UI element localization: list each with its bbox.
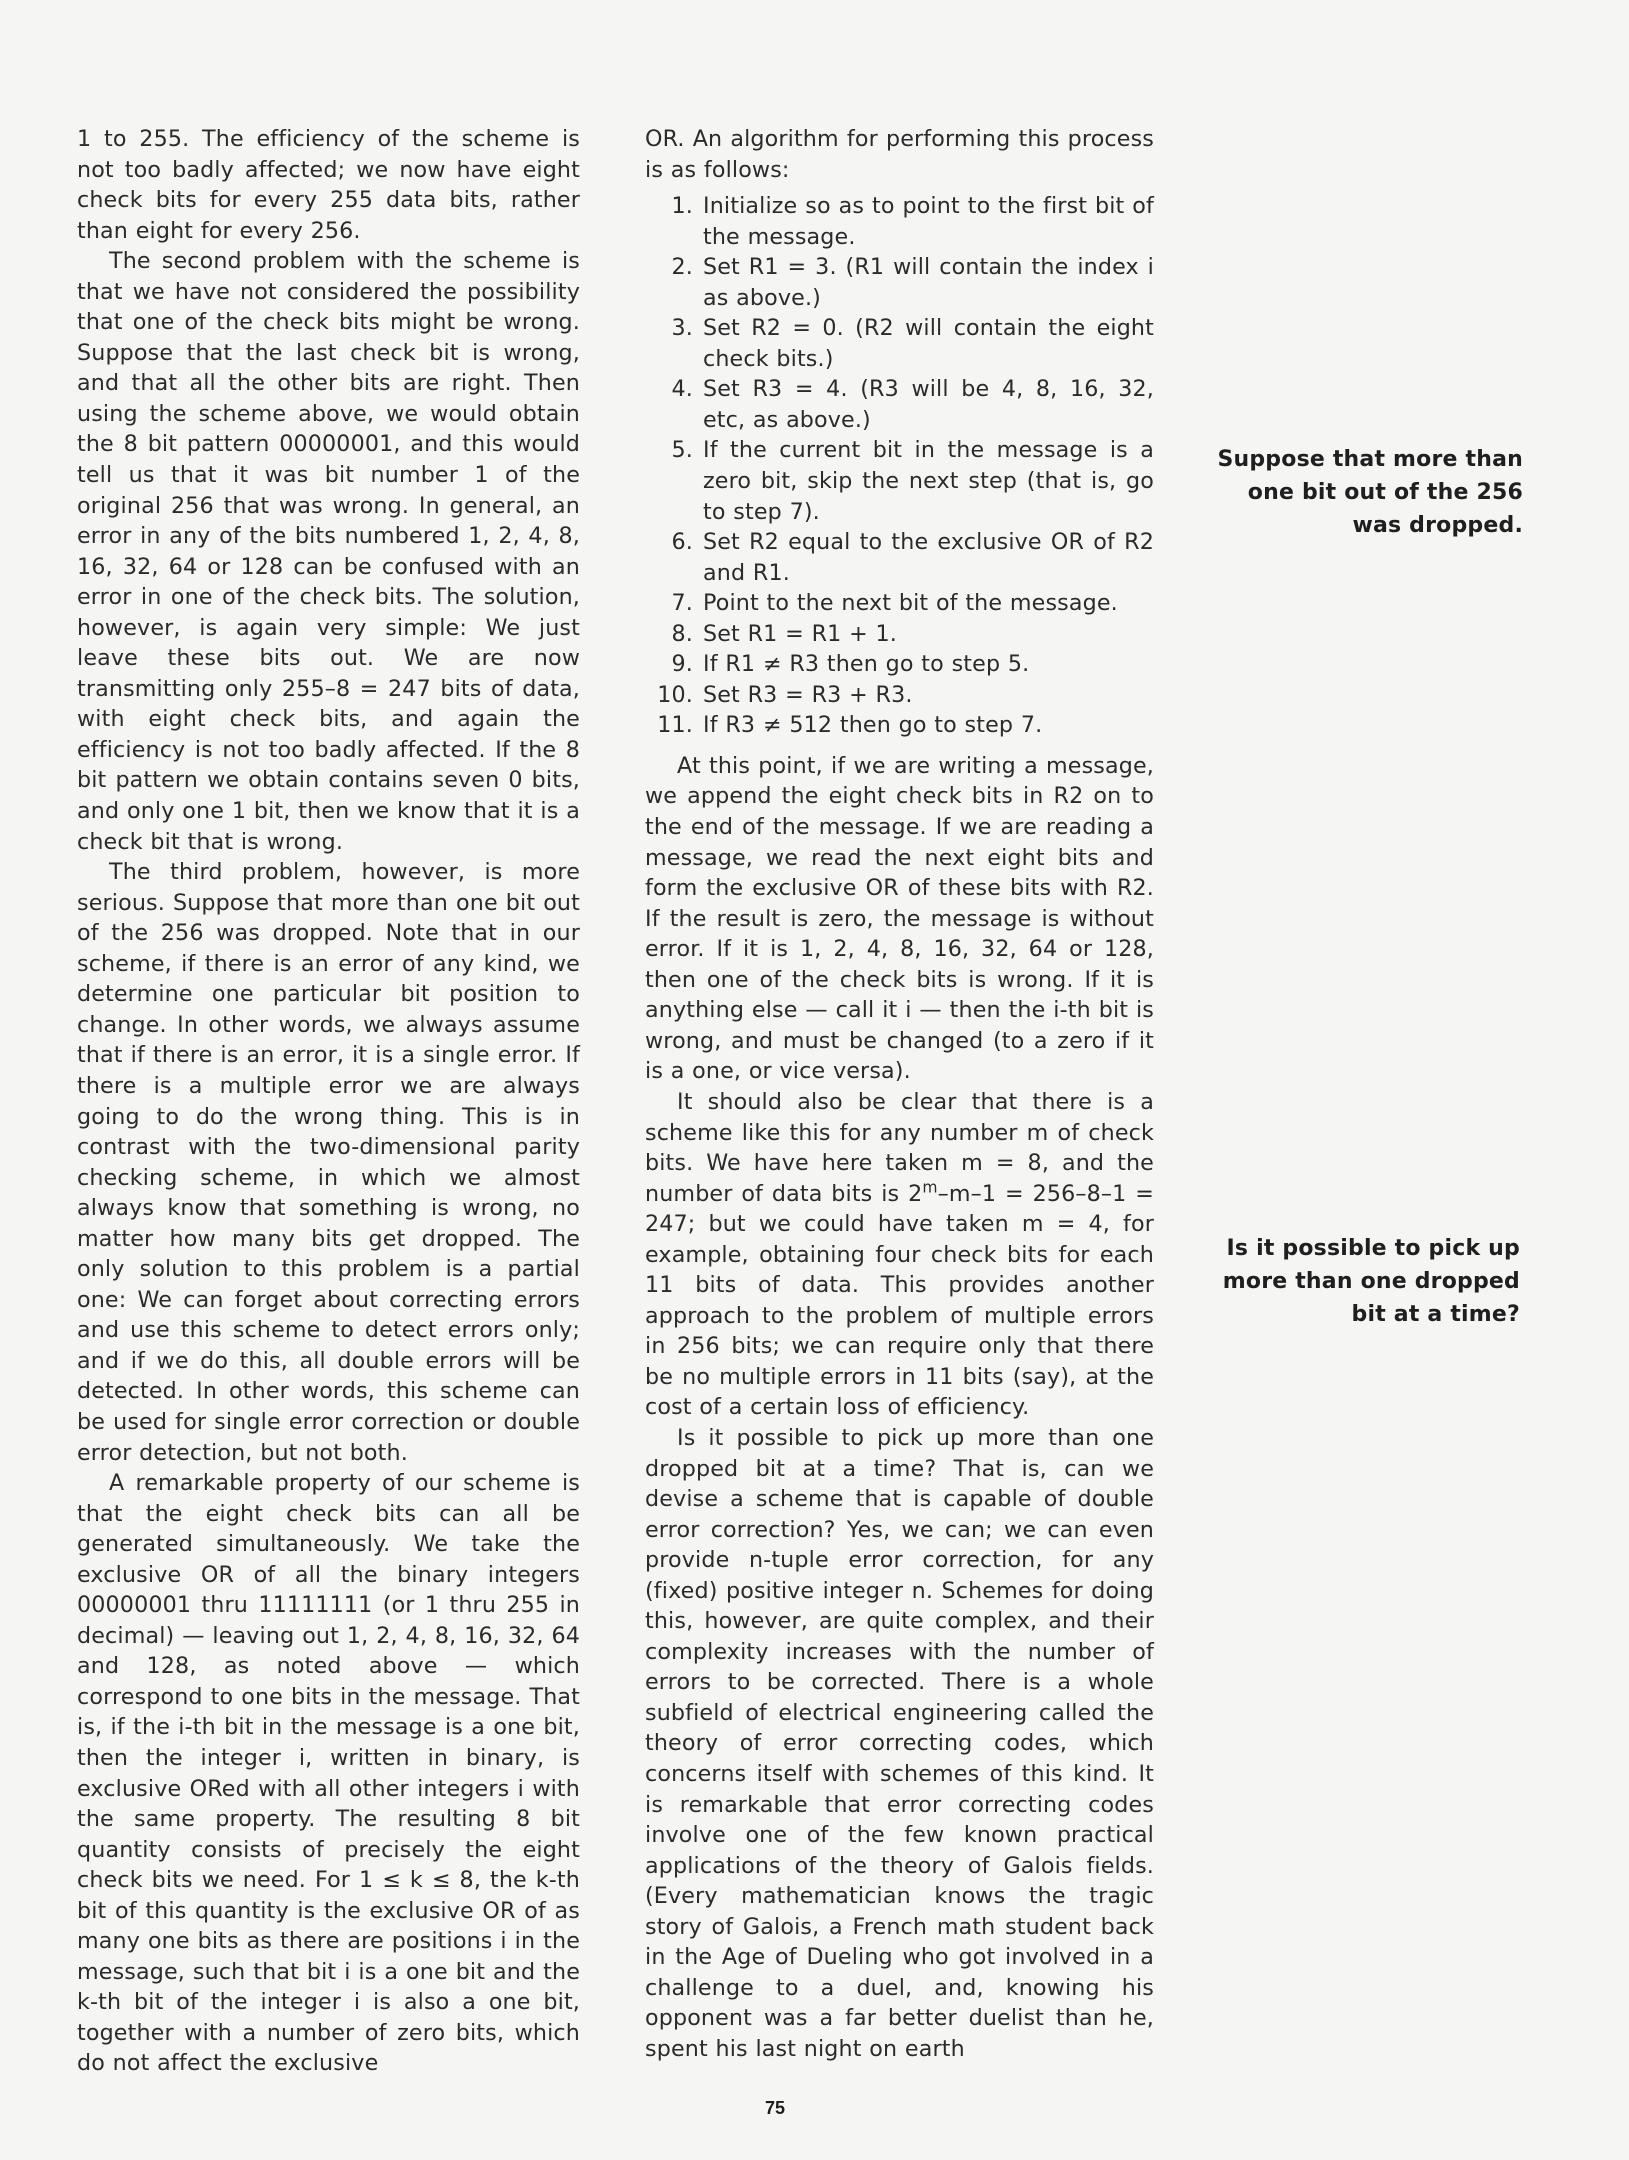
paragraph-remarkable-property: A remarkable property of our scheme is that the eight check bits can all be generated simultaneously. We take the exclusive OR of all the binary integers 00000001 thru 11111111 (or 1 thru 255 in decimal) — leaving out 1, 2, 4, 8, 16, 32, 64 and 128, as noted above — which correspond to one bits in the message. That is, if the i-th bit in the message is a one bit, then the integer i, written in binary, is exclusive ORed with all other integers i with the same property. The resulting 8 bit quantity consists of precisely the eight check bits we need. For 1 ≤ k ≤ 8, the k-th bit of this quantity is the exclusive OR of as many one bits as there are positions i in the message, such that bit i is a one bit and the k-th bit of the integer i is also a one bit, together with a number of zero bits, which do not affect the exclusive: [77, 1470, 580, 2077]
step-number: 3.: [671, 315, 693, 342]
step-text: Point to the next bit of the message.: [703, 590, 1118, 617]
step-number: 2.: [671, 254, 693, 281]
paragraph-multiple-dropped-bits: Is it possible to pick up more than one dropped bit at a time? That is, can we devise a scheme that is capable of double error correction? Yes, we can; we can even provide n-tuple error correction, for any (fixed) positive integer n. Schemes for doing this, however, are quite complex, and their complexity increases with the number of errors to be corrected. There is a whole subfield of electrical engineering called the theory of error correcting codes, which concerns itself with schemes of this kind. It is remarkable that error correcting codes involve one of the few known practical applications of the theory of Galois fields. (Every mathematician knows the tragic story of Galois, a French math student back in the Age of Dueling who got involved in a challenge to a duel, and, knowing his opponent was a far better duelist than he, spent his last night on earth: [645, 1424, 1154, 2062]
step-text: Set R2 = 0. (R2 will contain the eight check bits.): [703, 315, 1154, 372]
margin-note-multiple-dropped: Suppose that more than one bit out of the 256 was dropped.: [1217, 447, 1523, 538]
paragraph-any-number-m: [645, 1087, 1154, 1423]
step-number: 7.: [671, 590, 693, 617]
algorithm-step: [645, 374, 1154, 435]
step-text: Set R1 = R1 + 1.: [703, 620, 898, 647]
left-text-column: [77, 124, 580, 2079]
algorithm-step: [645, 435, 1154, 527]
paragraph-at-this-point: At this point, if we are writing a message, we append the eight check bits in R2 on to the end of the message. If we are reading a message, we read the next eight bits and form the exclusive OR of these bits with R2. If the result is zero, the message is without error. If it is 1, 2, 4, 8, 16, 32, 64 or 128, then one of the check bits is wrong. If it is anything else — call it i — then the i-th bit is wrong, and must be changed (to a zero if it is a one, or vice versa).: [645, 752, 1154, 1085]
step-number: 6.: [671, 529, 693, 556]
step-text: Set R3 = 4. (R3 will be 4, 8, 16, 32, etc, as above.): [703, 376, 1154, 433]
step-number: 1.: [671, 193, 693, 220]
step-text: If R3 ≠ 512 then go to step 7.: [703, 712, 1043, 739]
step-number: 4.: [671, 376, 693, 403]
step-text: Set R3 = R3 + R3.: [703, 681, 913, 708]
step-text: Set R1 = 3. (R1 will contain the index i as above.): [703, 254, 1154, 311]
step-number: 8.: [671, 620, 693, 647]
algorithm-step: [645, 191, 1154, 252]
algorithm-intro: OR. An algorithm for performing this process is as follows:: [645, 126, 1154, 183]
algorithm-step: [645, 710, 1154, 741]
step-number: 9.: [671, 651, 693, 678]
step-text: Initialize so as to point to the first bit of the message.: [703, 193, 1154, 250]
algorithm-step: [645, 313, 1154, 374]
formula-superscript: m: [922, 1178, 938, 1197]
step-text: Set R2 equal to the exclusive OR of R2 and R1.: [703, 529, 1154, 586]
page-number: 75: [765, 2098, 786, 2118]
algorithm-step: [645, 680, 1154, 711]
step-number: 11.: [657, 712, 693, 739]
algorithm-step: [645, 588, 1154, 619]
step-text: If R1 ≠ R3 then go to step 5.: [703, 651, 1030, 678]
algorithm-steps-list: [645, 191, 1154, 741]
formula-text-after: –m–1 = 256–8–1 = 247; but we could have taken m = 4, for example, obtaining four check bits for each 11 bits of data. This provides another approach to the problem of multiple errors in 256 bits; we can require only that there be no multiple errors in 11 bits (say), at the cost of a certain loss of efficiency.: [645, 1180, 1154, 1421]
paragraph-second-problem: The second problem with the scheme is that we have not considered the possibility that one of the check bits might be wrong. Suppose that the last check bit is wrong, and that all the other bits are right. Then using the scheme above, we would obtain the 8 bit pattern 00000001, and this would tell us that it was bit number 1 of the original 256 that was wrong. In general, an error in any of the bits numbered 1, 2, 4, 8, 16, 32, 64 or 128 can be confused with an error in one of the check bits. The solution, however, is again very simple: We just leave these bits out. We are now transmitting only 255–8 = 247 bits of data, with eight check bits, and again the efficiency is not too badly affected. If the 8 bit pattern we obtain contains seven 0 bits, and only one 1 bit, then we know that it is a check bit that is wrong.: [77, 248, 580, 855]
middle-text-column: [645, 124, 1154, 2064]
step-number: 5.: [671, 437, 693, 464]
step-text: If the current bit in the message is a zero bit, skip the next step (that is, go to step 7).: [703, 437, 1154, 525]
algorithm-step: [645, 649, 1154, 680]
paragraph-third-problem: The third problem, however, is more serious. Suppose that more than one bit out of the 256 was dropped. Note that in our scheme, if there is an error of any kind, we determine one particular bit position to change. In other words, we always assume that if there is an error, it is a single error. If there is a multiple error we are always going to do the wrong thing. This is in contrast with the two-dimensional parity checking scheme, in which we almost always know that something is wrong, no matter how many bits get dropped. The only solution to this problem is a partial one: We can forget about correcting errors and use this scheme to detect errors only; and if we do this, all double errors will be detected. In other words, this scheme can be used for single error correction or double error detection, but not both.: [77, 859, 580, 1466]
margin-note-pick-up-more: Is it possible to pick up more than one dropped bit at a time?: [1222, 1236, 1520, 1327]
algorithm-step: [645, 619, 1154, 650]
step-number: 10.: [657, 681, 693, 708]
formula-text-before: It should also be clear that there is a scheme like this for any number m of check bits. We have here taken m = 8, and the number of data bits is 2: [645, 1088, 1154, 1207]
algorithm-step: [645, 252, 1154, 313]
algorithm-step: [645, 527, 1154, 588]
paragraph-efficiency: 1 to 255. The efficiency of the scheme is not too badly affected; we now have eight check bits for every 255 data bits, rather than eight for every 256.: [77, 126, 580, 244]
